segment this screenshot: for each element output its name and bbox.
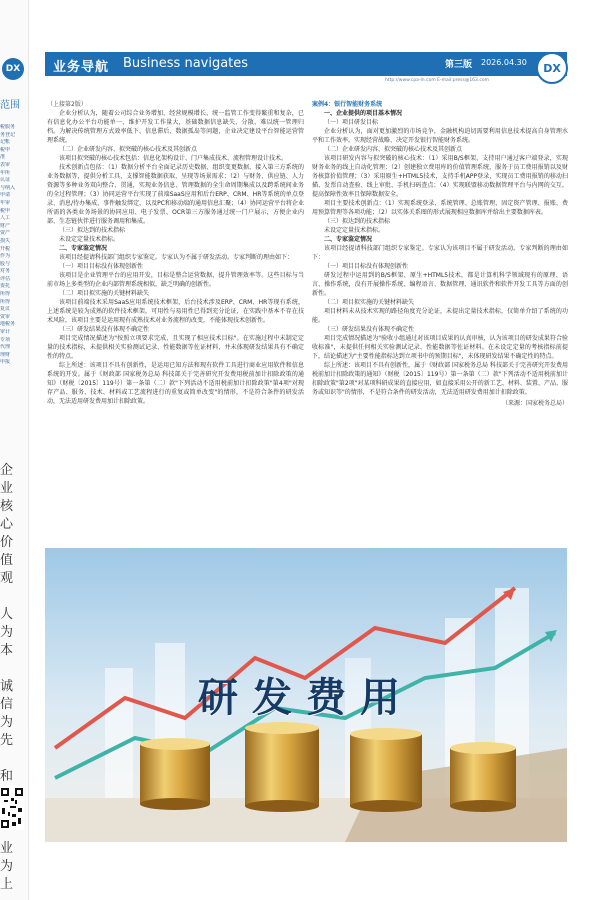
strip-line: 税申 <box>0 207 11 214</box>
strip-line: 申请 <box>0 192 11 199</box>
paragraph: 综上所述：该项目不具有创新性，是运用已知方法和现有软件工具进行商业应用软件和信息系统的开发。属于《财政部 国家税务总局 科技部关于完善研究开发费用税前加计扣除政策的通知》（财税〔2015〕119号）第一条第（二）款"下列活动不适用税前加计扣除政策"第4项"对现存产品、服务、技术、材料或工艺流程进行的重复或简单改变"的情形，不是符合条件的研发活动，无法适用研发费用加计扣除政策。 <box>47 362 304 405</box>
strip-line: 所得 <box>0 291 11 298</box>
strip-line: 复议 <box>0 306 11 313</box>
strip-big-char: 先 <box>0 733 14 748</box>
paragraph: 未设定定量技术指标。 <box>59 236 120 243</box>
paragraph: 该项目研发内容与拟突破的核心技术：（1）采用B/S框架，支持用户通过客户端登录，实现财务业务的线上自动化管理；（2）创建独立费用库的价值管理系统，服务于员工费用报销以及财务核算价值管理；（3）采用原生+HTML5技术，支持手机APP登录，实现员工费用报销的移动扫描、发票自动查验、线上审批、手机扫码查点；（4）实现联盟移动数据管理平台与内网的交互，提高保障性效率且保障数据安全。 <box>312 155 568 198</box>
strip-big-char: 业 <box>0 841 14 856</box>
strip-line: 作为 <box>0 253 11 260</box>
coin-stack-3 <box>350 728 422 812</box>
strip-line: 人工 <box>0 215 11 222</box>
paragraph: 该项目是企业管理平台的应用开发，目标是整合运营数据、提升管理效率等。这些目标与当前市场上多类型的企业内部管理系统相似，缺乏明确的创新性。 <box>47 272 304 288</box>
strip-line: 年所 <box>0 169 11 176</box>
paragraph: （一）项目研发目标 <box>324 119 379 126</box>
strip-big-char: 为 <box>0 715 14 730</box>
paragraph: 该项目前端技术采用SaaS应用系统技术框架，后台技术涉及ERP、CRM、HR等现有系统，上述系统是较为成熟的软件技术框架，可用性与易用性已得到充分论证，在实践中基本不存在技术风险，该项目主要是运用现有成熟技术对业务流程的改变，不能体现技术创新性。 <box>47 299 304 324</box>
paragraph: （一）项目目标没有体现创新性 <box>59 263 144 270</box>
strip-line: 财产 <box>0 222 11 229</box>
issue-date: 2026.04.30 <box>481 58 527 67</box>
strip-service-list <box>0 124 28 367</box>
article-source: （来源：国家税务总局） <box>501 400 568 407</box>
paragraph: 项目完成情况描述为"验收小组通过对该项目成果的认真审核，认为该项目的研发成果符合验收标准"，未提供任何相关实验测试记录、性能数据等佐证材料。在未设定定量的考核指标前提下，结论描述为"主要性能指标达到立项书中的预期目标"，未体现研发结果不确定性的特点。 <box>312 335 568 360</box>
strip-line: 委托 <box>0 283 11 290</box>
paragraph: （二）项目拟实施的关键材料缺失 <box>324 299 415 306</box>
strip-big-char: 值 <box>0 553 14 568</box>
continued-note: （上接第2版） <box>47 101 87 108</box>
paragraph: 未设定定量技术指标。 <box>324 227 385 234</box>
paragraph: （三）研发结果没有体现不确定性 <box>59 326 150 333</box>
section-heading: 二、专家鉴定情况 <box>324 236 373 243</box>
strip-line: 务登记 <box>0 131 16 138</box>
strip-big-char <box>0 750 28 768</box>
strip-big-char: 诚 <box>0 679 14 694</box>
strip-line: 资产 <box>0 230 11 237</box>
strip-big-char: 为 <box>0 859 14 874</box>
header-contact: http://www.cpa-ln.com E-mail:press@163.com <box>385 78 489 83</box>
paragraph: （三）拟达到的技术指标 <box>324 218 391 225</box>
strip-line: 年审 <box>0 199 11 206</box>
strip-line: 代理 <box>0 344 11 351</box>
strip-line: 税服务 <box>0 124 16 130</box>
strip-line: 理财 <box>0 351 11 358</box>
strip-big-char: 人 <box>0 607 14 622</box>
paragraph: 企业分析认为，随着公司综合业务增加、经营规模增长，统一监管工作变得繁重和复杂，已有信息化办公平台功能单一，维护开发工作量大，基础数据信息缺失、分散，难以统一管理归档。为解决传统管理方式效率低下、信息滞后、数据孤岛等问题，企业决定建设平台智能运营管理系统。 <box>47 110 304 144</box>
strip-big-char <box>0 660 28 678</box>
article-column-left <box>47 100 304 406</box>
paragraph: 项目主要技术创新点：（1）实现系统登录、系统管理、总账管理、固定资产管理、报账、费用预算管理等各项功能；（2）以实体关系图的形式展现相应数据库并给出主要数据库表。 <box>312 200 568 216</box>
paragraph: 综上所述：该项目不具有创新性，属于《财政部 国家税务总局 科技部关于完善研究开发费用税前加计扣除政策的通知》（财税〔2015〕119号）第一条第（二）款"下列活动不适用税前加计扣除政策"第2项"对某项科研成果的直接应用，如直接采用公开的新工艺、材料、装置、产品、服务或知识等"的情形，不是符合条件的研发活动，无法适用研发费用加计扣除政策。 <box>312 362 568 396</box>
strip-line: 准 <box>0 154 6 161</box>
strip-line: 审计 <box>0 329 11 336</box>
qr-code-icon <box>0 786 24 830</box>
strip-logo-icon: DX <box>2 58 24 80</box>
case-title: 案例4：银行智能财务系统 <box>312 101 383 108</box>
strip-big-char: 核 <box>0 499 14 514</box>
previous-page-strip <box>0 0 29 900</box>
paragraph: （三）研发结果没有体现不确定性 <box>324 326 415 333</box>
section-title-en: Business navigates <box>123 56 249 71</box>
strip-line: 表审 <box>0 161 11 168</box>
article-column-right <box>312 100 568 408</box>
paragraph: 研发过程中运用到的B/S框架、原生+HTML5技术，都是计算机科学领域现有的原理、语言、操作系统，没有开展操作系统、编程语言、数据管理、通讯软件和软件开发工具等方面的创新性。 <box>312 272 568 297</box>
strip-line: 认证 <box>0 177 11 184</box>
paragraph: 该项目经提请科技部门组织专家鉴定。专家认为该项目不属于研发活动。专家判断的理由如下： <box>312 245 568 261</box>
section-title: 业务导航 <box>53 60 110 75</box>
page-header <box>45 52 567 83</box>
strip-big-char: 上 <box>0 877 14 892</box>
paragraph: （一）项目目标没有体现创新性 <box>324 263 409 270</box>
paragraph: 该项目拟突破的核心技术包括：信息化架构设计、门户集成技术、流程管理设计技术。 <box>59 155 288 162</box>
strip-big-char: 价 <box>0 535 14 550</box>
strip-big-char: 心 <box>0 517 14 532</box>
strip-line: 开税 <box>0 245 11 252</box>
strip-big-char: 本 <box>0 643 14 658</box>
paragraph: 企业分析认为，面对更加激烈的市场竞争，金融机构迫切需要利用信息技术提高自身管理水平和工作效率，实现经营战略、决定开发银行智能财务系统。 <box>312 128 568 144</box>
paragraph: 该项目经提请科技部门组织专家鉴定。专家认为不属于研发活动。专家判断的理由如下： <box>59 254 294 261</box>
strip-big-char: 业 <box>0 481 14 496</box>
coin-stack-2 <box>245 722 319 812</box>
strip-big-char: 和 <box>0 769 14 784</box>
paragraph: 项目完成情况描述为"按照立项要求完成，且实现了相应技术目标"。在实施过程中未制定定量的技术指标，未提供相关实验测试记录、性能数据等佐证材料，并未体现研发结果具有不确定性的特点。 <box>47 335 304 360</box>
section-heading: 一、企业提供的项目基本情况 <box>324 110 403 117</box>
strip-heading: 范围 <box>0 100 20 111</box>
strip-line: 税申 <box>0 146 11 153</box>
publication-logo-icon: DX <box>536 52 568 84</box>
strip-line: 资审 <box>0 313 11 320</box>
strip-line: 对务 <box>0 268 11 275</box>
strip-line: 专项 <box>0 336 11 343</box>
paragraph: 技术创新点包括：（1）数据分析平台全面记录历史数据、组织变更数据、接入第三方系统的业务数据等，提供分析工具，支撑智能数据获取、呈现等场景需求；（2）与财务、供应链、人力资源等多种业务双向整合、贯通，实现业务信息、管理数据的全生命周期集成以及跨系统间业务的全过程管理；（3）协同运营平台实现了前端SaaS应用和后台ERP、CRM、HR等系统的单点登录、消息/待办集成、事件触发绑定，以及PC和移动端的通用信息汇聚；（4）协同运营平台将企业所需的各类业务场景的协同应用、电子发票、OCR第三方服务通过统一门户展示，方便企业内部、生态链伙伴进行服务调用和集成。 <box>47 164 304 225</box>
strip-big-char: 企 <box>0 463 14 478</box>
coin-stack-1 <box>140 738 210 810</box>
strip-big-char <box>0 588 28 606</box>
strip-line: 与纳入 <box>0 184 16 191</box>
strip-line: 地税务 <box>0 321 16 328</box>
paragraph: （二）企业研发内容、拟突破的核心技术及其创新点 <box>324 146 463 153</box>
strip-big-char: 为 <box>0 625 14 640</box>
strip-line: 记帐 <box>0 139 11 146</box>
strip-line: 股与 <box>0 260 11 267</box>
strip-line: 损失 <box>0 237 11 244</box>
illustration-title: 研发费用 <box>198 675 414 721</box>
strip-line: 评估 <box>0 275 11 282</box>
strip-big-char: 观 <box>0 571 14 586</box>
section-heading: 二、专家鉴定情况 <box>59 245 108 252</box>
paragraph: 项目材料未从技术实现的路径角度充分论证，未提出定量技术指标，仅简单介绍了系统的功能。 <box>312 308 568 324</box>
issue-label: 第三版 <box>445 60 473 70</box>
paragraph: （三）拟达到的技术指标 <box>59 227 126 234</box>
rd-expense-illustration <box>45 548 567 842</box>
paragraph: （二）企业研发内容、拟突破的核心技术及其创新点 <box>59 146 198 153</box>
strip-line: 所得 <box>0 298 11 305</box>
paragraph: （二）项目拟实施的关键材料缺失 <box>59 290 150 297</box>
strip-line: 申报 <box>0 359 11 366</box>
strip-big-char: 信 <box>0 697 14 712</box>
coin-stack-4 <box>450 742 516 812</box>
